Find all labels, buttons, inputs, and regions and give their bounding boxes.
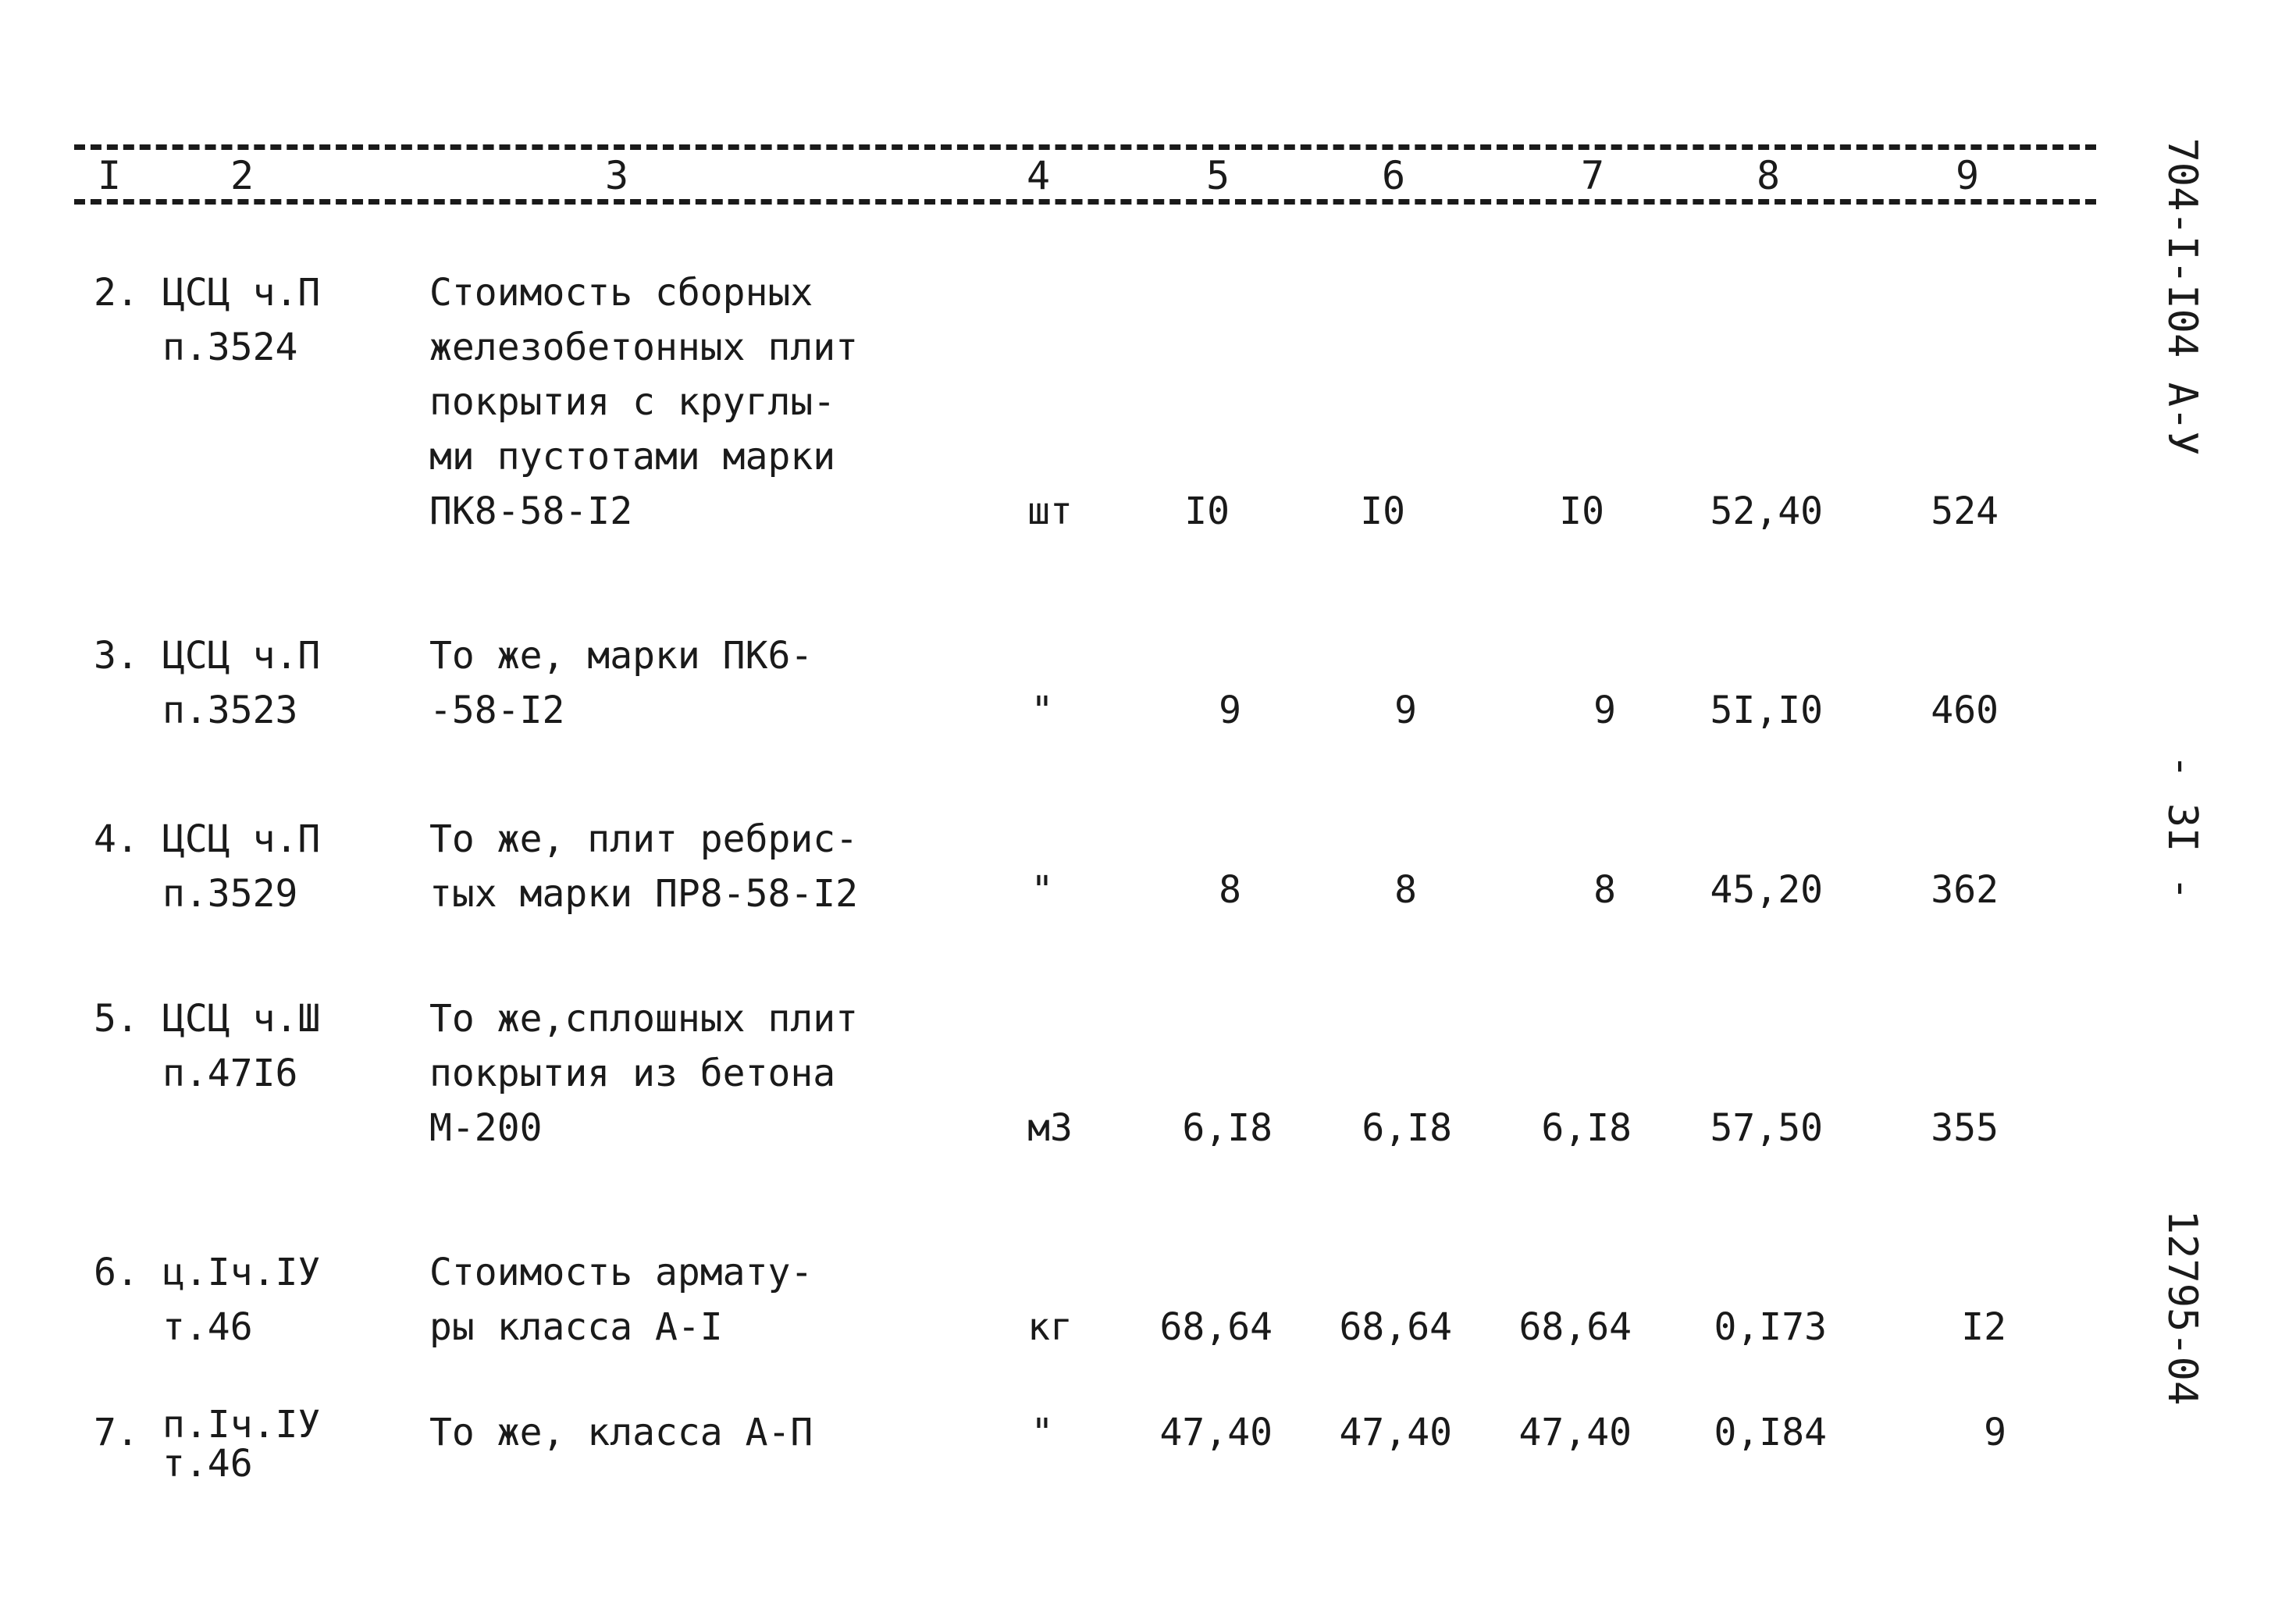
row-number: 7. bbox=[94, 1411, 139, 1454]
row-col7: 6,I8 bbox=[1541, 1106, 1632, 1150]
margin-page-number: - 3I - bbox=[2159, 754, 2205, 901]
row-col5: 9 bbox=[1219, 689, 1241, 732]
row-col5: 68,64 bbox=[1159, 1305, 1273, 1349]
column-header-7: 7 bbox=[1580, 153, 1605, 198]
row-col6: I0 bbox=[1360, 489, 1405, 533]
row-description: То же, класса А-П bbox=[429, 1411, 813, 1454]
row-source: п.Iч.IУ т.46 bbox=[162, 1403, 321, 1486]
row-description: То же, марки ПК6- -58-I2 bbox=[429, 634, 813, 732]
row-source: ЦСЦ ч.Ш п.47I6 bbox=[162, 997, 321, 1095]
row-col9: 355 bbox=[1931, 1106, 1999, 1150]
column-header-2: 2 bbox=[230, 153, 255, 198]
row-col8: 52,40 bbox=[1710, 489, 1823, 533]
row-source: ц.Iч.IУ т.46 bbox=[162, 1251, 321, 1349]
row-number: 6. bbox=[94, 1251, 139, 1294]
row-col7: 9 bbox=[1593, 689, 1616, 732]
row-col8: 0,I73 bbox=[1714, 1305, 1827, 1349]
row-col9: 9 bbox=[1984, 1411, 2006, 1454]
column-header-9: 9 bbox=[1955, 153, 1980, 198]
row-unit: " bbox=[1031, 868, 1054, 912]
column-header-1: I bbox=[97, 153, 122, 198]
row-col6: 6,I8 bbox=[1362, 1106, 1452, 1150]
row-description: То же, плит ребрис- тых марки ПР8-58-I2 bbox=[429, 817, 859, 916]
column-header-5: 5 bbox=[1205, 153, 1230, 198]
row-col7: 47,40 bbox=[1518, 1411, 1632, 1454]
row-description: То же,сплошных плит покрытия из бетона М-200 bbox=[429, 997, 859, 1150]
row-col5: I0 bbox=[1184, 489, 1230, 533]
margin-doc-code: 704-I-I04 A-У bbox=[2159, 137, 2205, 456]
header-dashed-rule-bottom bbox=[74, 199, 2096, 205]
row-unit: шт bbox=[1027, 489, 1073, 533]
column-header-6: 6 bbox=[1381, 153, 1406, 198]
row-col6: 68,64 bbox=[1339, 1305, 1452, 1349]
row-unit: " bbox=[1031, 689, 1054, 732]
row-col9: 362 bbox=[1931, 868, 1999, 912]
row-col9: 460 bbox=[1931, 689, 1999, 732]
row-col6: 47,40 bbox=[1339, 1411, 1452, 1454]
row-source: ЦСЦ ч.П п.3524 bbox=[162, 271, 321, 369]
row-unit: м3 bbox=[1027, 1106, 1073, 1150]
row-col5: 6,I8 bbox=[1182, 1106, 1273, 1150]
column-header-3: 3 bbox=[604, 153, 629, 198]
row-source: ЦСЦ ч.П п.3523 bbox=[162, 634, 321, 732]
row-col7: 8 bbox=[1593, 868, 1616, 912]
row-number: 5. bbox=[94, 997, 139, 1041]
row-description: Стоимость сборных железобетонных плит покрытия с круглы- ми пустотами марки ПК8-58-I2 bbox=[429, 271, 859, 533]
row-col8: 45,20 bbox=[1710, 868, 1823, 912]
row-col8: 57,50 bbox=[1710, 1106, 1823, 1150]
margin-inv-number: 12795-04 bbox=[2159, 1209, 2205, 1406]
column-header-8: 8 bbox=[1756, 153, 1781, 198]
row-col9: I2 bbox=[1961, 1305, 2006, 1349]
row-col7: I0 bbox=[1559, 489, 1604, 533]
row-col8: 0,I84 bbox=[1714, 1411, 1827, 1454]
row-unit: кг bbox=[1027, 1305, 1073, 1349]
column-header-4: 4 bbox=[1026, 153, 1051, 198]
row-col8: 5I,I0 bbox=[1710, 689, 1823, 732]
row-col7: 68,64 bbox=[1518, 1305, 1632, 1349]
row-col5: 47,40 bbox=[1159, 1411, 1273, 1454]
row-number: 4. bbox=[94, 817, 139, 861]
row-col6: 9 bbox=[1394, 689, 1417, 732]
row-number: 3. bbox=[94, 634, 139, 678]
row-col9: 524 bbox=[1931, 489, 1999, 533]
header-dashed-rule-top bbox=[74, 144, 2096, 150]
row-col6: 8 bbox=[1394, 868, 1417, 912]
row-source: ЦСЦ ч.П п.3529 bbox=[162, 817, 321, 916]
row-unit: " bbox=[1031, 1411, 1054, 1454]
row-number: 2. bbox=[94, 271, 139, 315]
row-description: Стоимость армату- ры класса А-I bbox=[429, 1251, 813, 1349]
row-col5: 8 bbox=[1219, 868, 1241, 912]
